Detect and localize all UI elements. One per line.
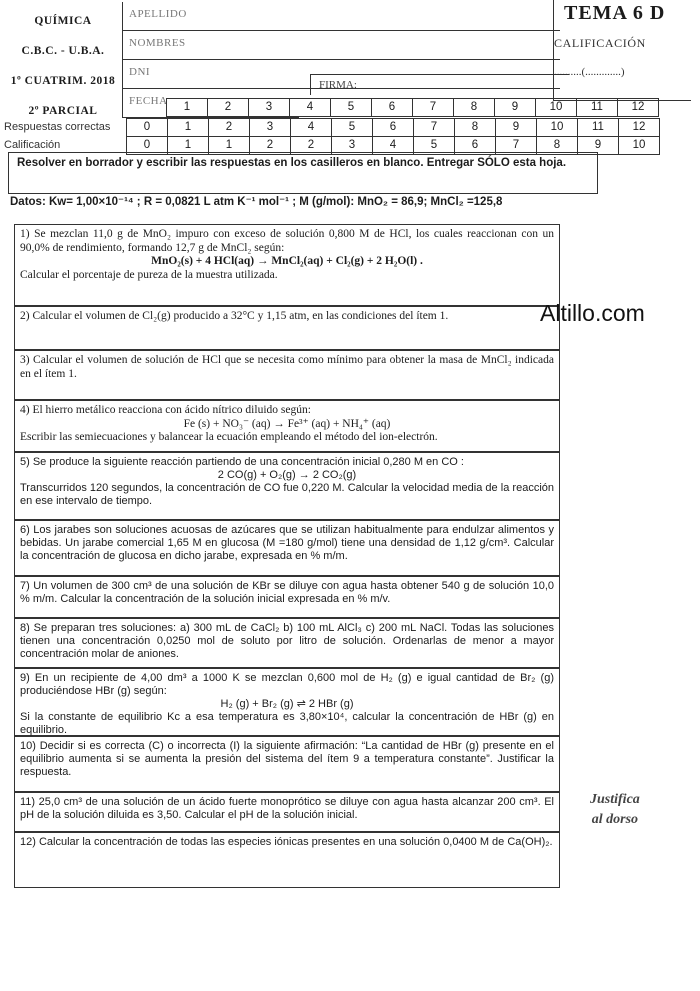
question-text: 12) Calcular la concentración de todas las especies iónicas presentes en una solución 0,0400 M de Ca(OH)₂.	[20, 836, 553, 848]
score-header-cell: 10	[535, 98, 576, 117]
term-label: 1º CUATRIM. 2018	[10, 75, 116, 87]
question-equation: H₂ (g) + Br₂ (g) ⇌ 2 HBr (g)	[220, 698, 354, 710]
respuestas-cell: 7	[413, 118, 454, 137]
question-equation: 2 CO(g) + O₂(g) → 2 CO₂(g)	[217, 469, 357, 481]
question-equation: Fe (s) + NO₃⁻ (aq) → Fe³⁺ (aq) + NH₄⁺ (aq)	[183, 417, 391, 430]
apellido-field[interactable]: APELLIDO	[122, 2, 560, 31]
respuestas-cell: 8	[454, 118, 495, 137]
respuestas-cell: 2	[208, 118, 249, 137]
question-instruction: Si la constante de equilibrio Kc a esa temperatura es 3,80×10⁴, calcular la concentración de HBr (g) en equilibrio.	[20, 711, 554, 736]
question-10	[14, 736, 560, 792]
score-header-cell: 3	[248, 98, 289, 117]
datos-line: Datos: Kw= 1,00×10⁻¹⁴ ; R = 0,0821 L atm K⁻¹ mol⁻¹ ; M (g/mol): MnO₂ = 86,9; MnCl₂ =125,8	[10, 196, 503, 208]
question-instruction: Transcurridos 120 segundos, la concentración de CO fue 0,220 M. Calcular la velocidad media de la reacción en ese intervalo de tiempo.	[20, 482, 554, 507]
nombres-field[interactable]: NOMBRES	[122, 31, 560, 60]
question-6	[14, 520, 560, 576]
question-4	[14, 400, 560, 452]
exam-label: 2º PARCIAL	[28, 105, 98, 117]
dni-field[interactable]: DNI	[122, 60, 560, 89]
calificacion-cell: 4	[372, 136, 413, 155]
respuestas-cell: 12	[618, 118, 660, 137]
side-note-line-1: Justifica	[590, 792, 640, 807]
calificacion-row-label: Calificación	[4, 139, 61, 151]
question-text: 5) Se produce la siguiente reacción partiendo de una concentración inicial 0,280 M en CO :	[20, 456, 464, 468]
watermark: Altillo.com	[540, 300, 645, 326]
question-12	[14, 832, 560, 888]
tema-label: TEMA 6 D	[564, 2, 666, 24]
respuestas-cell: 11	[577, 118, 618, 137]
question-11	[14, 792, 560, 832]
score-header-cell: 8	[453, 98, 494, 117]
respuestas-cell: 4	[290, 118, 331, 137]
calificacion-label: CALIFICACIÓN	[554, 36, 646, 50]
respuestas-cell: 10	[536, 118, 577, 137]
grade-box	[553, 0, 691, 101]
score-header-cell: 1	[166, 98, 207, 117]
respuestas-cell: 6	[372, 118, 413, 137]
calificacion-cell: 2	[290, 136, 331, 155]
calificacion-blank[interactable]: ..........(.............)	[554, 66, 625, 78]
instructions-box	[8, 152, 598, 194]
question-5	[14, 452, 560, 520]
calificacion-cell: 0	[126, 136, 167, 155]
instructions-text: Resolver en borrador y escribir las respuestas en los casilleros en blanco. Entregar SÓLO esta hoja.	[17, 157, 567, 169]
question-text: 1) Se mezclan 11,0 g de MnO₂ impuro con exceso de solución 0,800 M de HCl, los cuales reaccionan con un 90,0% de rendimiento, formando 12,7 g de MnCl₂ según:	[20, 228, 554, 254]
calificacion-cell: 1	[167, 136, 208, 155]
calificacion-cell: 3	[331, 136, 372, 155]
institution-label: C.B.C. - U.B.A.	[21, 45, 105, 57]
score-header-cell: 4	[289, 98, 330, 117]
score-header-cell: 12	[617, 98, 659, 117]
score-header-cell: 7	[412, 98, 453, 117]
question-text: 6) Los jarabes son soluciones acuosas de azúcares que se utilizan habitualmente para endulzar alimentos y bebidas. Un jarabe comercial 1,65 M en glucosa (M =180 g/mol) tiene una densidad de 1,12 g/cm³. Calcular la concentración de glucosa en dicho jarabe, expresada en % m/m.	[20, 524, 554, 562]
question-7	[14, 576, 560, 618]
question-3	[14, 350, 560, 400]
question-2	[14, 306, 560, 350]
question-text: 9) En un recipiente de 4,00 dm³ a 1000 K se mezclan 0,600 mol de H₂ (g) e igual cantidad de Br₂ (g) produciéndose HBr (g) según:	[20, 672, 554, 697]
calificacion-cell: 9	[577, 136, 618, 155]
side-note	[590, 790, 640, 830]
question-text: 3) Calcular el volumen de solución de HCl que se necesita como mínimo para obtener la masa de MnCl₂ indicada en el ítem 1.	[20, 354, 554, 380]
question-text: 7) Un volumen de 300 cm³ de una solución de KBr se diluye con agua hasta obtener 540 g de solución 10,0 % m/m. Calcular la concentración de la solución inicial expresada en % m/v.	[20, 580, 554, 605]
fecha-field[interactable]: FECHA	[122, 89, 299, 118]
calificacion-cell: 6	[454, 136, 495, 155]
question-text: 4) El hierro metálico reacciona con ácido nítrico diluido según:	[20, 404, 311, 416]
question-text: 10) Decidir si es correcta (C) o incorrecta (I) la siguiente afirmación: “La cantidad de HBr (g) presente en el equilibrio aumenta si se aumenta la presión del sistema del ítem 9 a temperatura constante”. Justificar la respuesta.	[20, 740, 554, 778]
question-text: 8) Se preparan tres soluciones: a) 300 mL de CaCl₂ b) 100 mL AlCl₃ c) 200 mL NaCl. Todas las soluciones tienen una concentración 0,0250 mol de soluto por litro de solución. Ordenarlas de menor a mayor concentración molar de aniones.	[20, 622, 554, 660]
firma-field[interactable]: FIRMA:	[310, 74, 569, 95]
respuestas-cell: 5	[331, 118, 372, 137]
question-instruction: Calcular el porcentaje de pureza de la muestra utilizada.	[20, 268, 278, 281]
respuestas-cell: 1	[167, 118, 208, 137]
calificacion-cell: 2	[249, 136, 290, 155]
question-text: 11) 25,0 cm³ de una solución de un ácido fuerte monoprótico se diluye con agua hasta alcanzar 200 cm³. El pH de la solución diluida es 3,50. Calcular el pH de la solución inicial.	[20, 796, 554, 821]
score-header-cell: 2	[207, 98, 248, 117]
calificacion-cell: 5	[413, 136, 454, 155]
question-9	[14, 668, 560, 736]
side-note-line-2: al dorso	[591, 812, 639, 827]
question-8	[14, 618, 560, 668]
respuestas-row	[0, 118, 690, 136]
calificacion-cell: 1	[208, 136, 249, 155]
question-equation: MnO₂(s) + 4 HCl(aq) → MnCl₂(aq) + Cl₂(g) + 2 H₂O(l) .	[151, 255, 423, 267]
calificacion-cell: 10	[618, 136, 660, 155]
score-header-cell: 11	[576, 98, 617, 117]
score-header-cell: 6	[371, 98, 412, 117]
respuestas-cell: 9	[495, 118, 536, 137]
respuestas-cell: 0	[126, 118, 167, 137]
question-text: 2) Calcular el volumen de Cl₂(g) producido a 32°C y 1,15 atm, en las condiciones del ítem 1.	[20, 310, 449, 322]
score-header-cell: 5	[330, 98, 371, 117]
respuestas-label: Respuestas correctas	[4, 121, 111, 133]
respuestas-cell: 3	[249, 118, 290, 137]
score-header-row	[0, 98, 690, 116]
subject-label: QUÍMICA	[34, 15, 92, 27]
question-instruction: Escribir las semiecuaciones y balancear la ecuación empleando el método del ion-electrón.	[20, 431, 438, 443]
calificacion-cell: 8	[536, 136, 577, 155]
score-header-cell: 9	[494, 98, 535, 117]
question-1	[14, 224, 560, 306]
calificacion-cell: 7	[495, 136, 536, 155]
